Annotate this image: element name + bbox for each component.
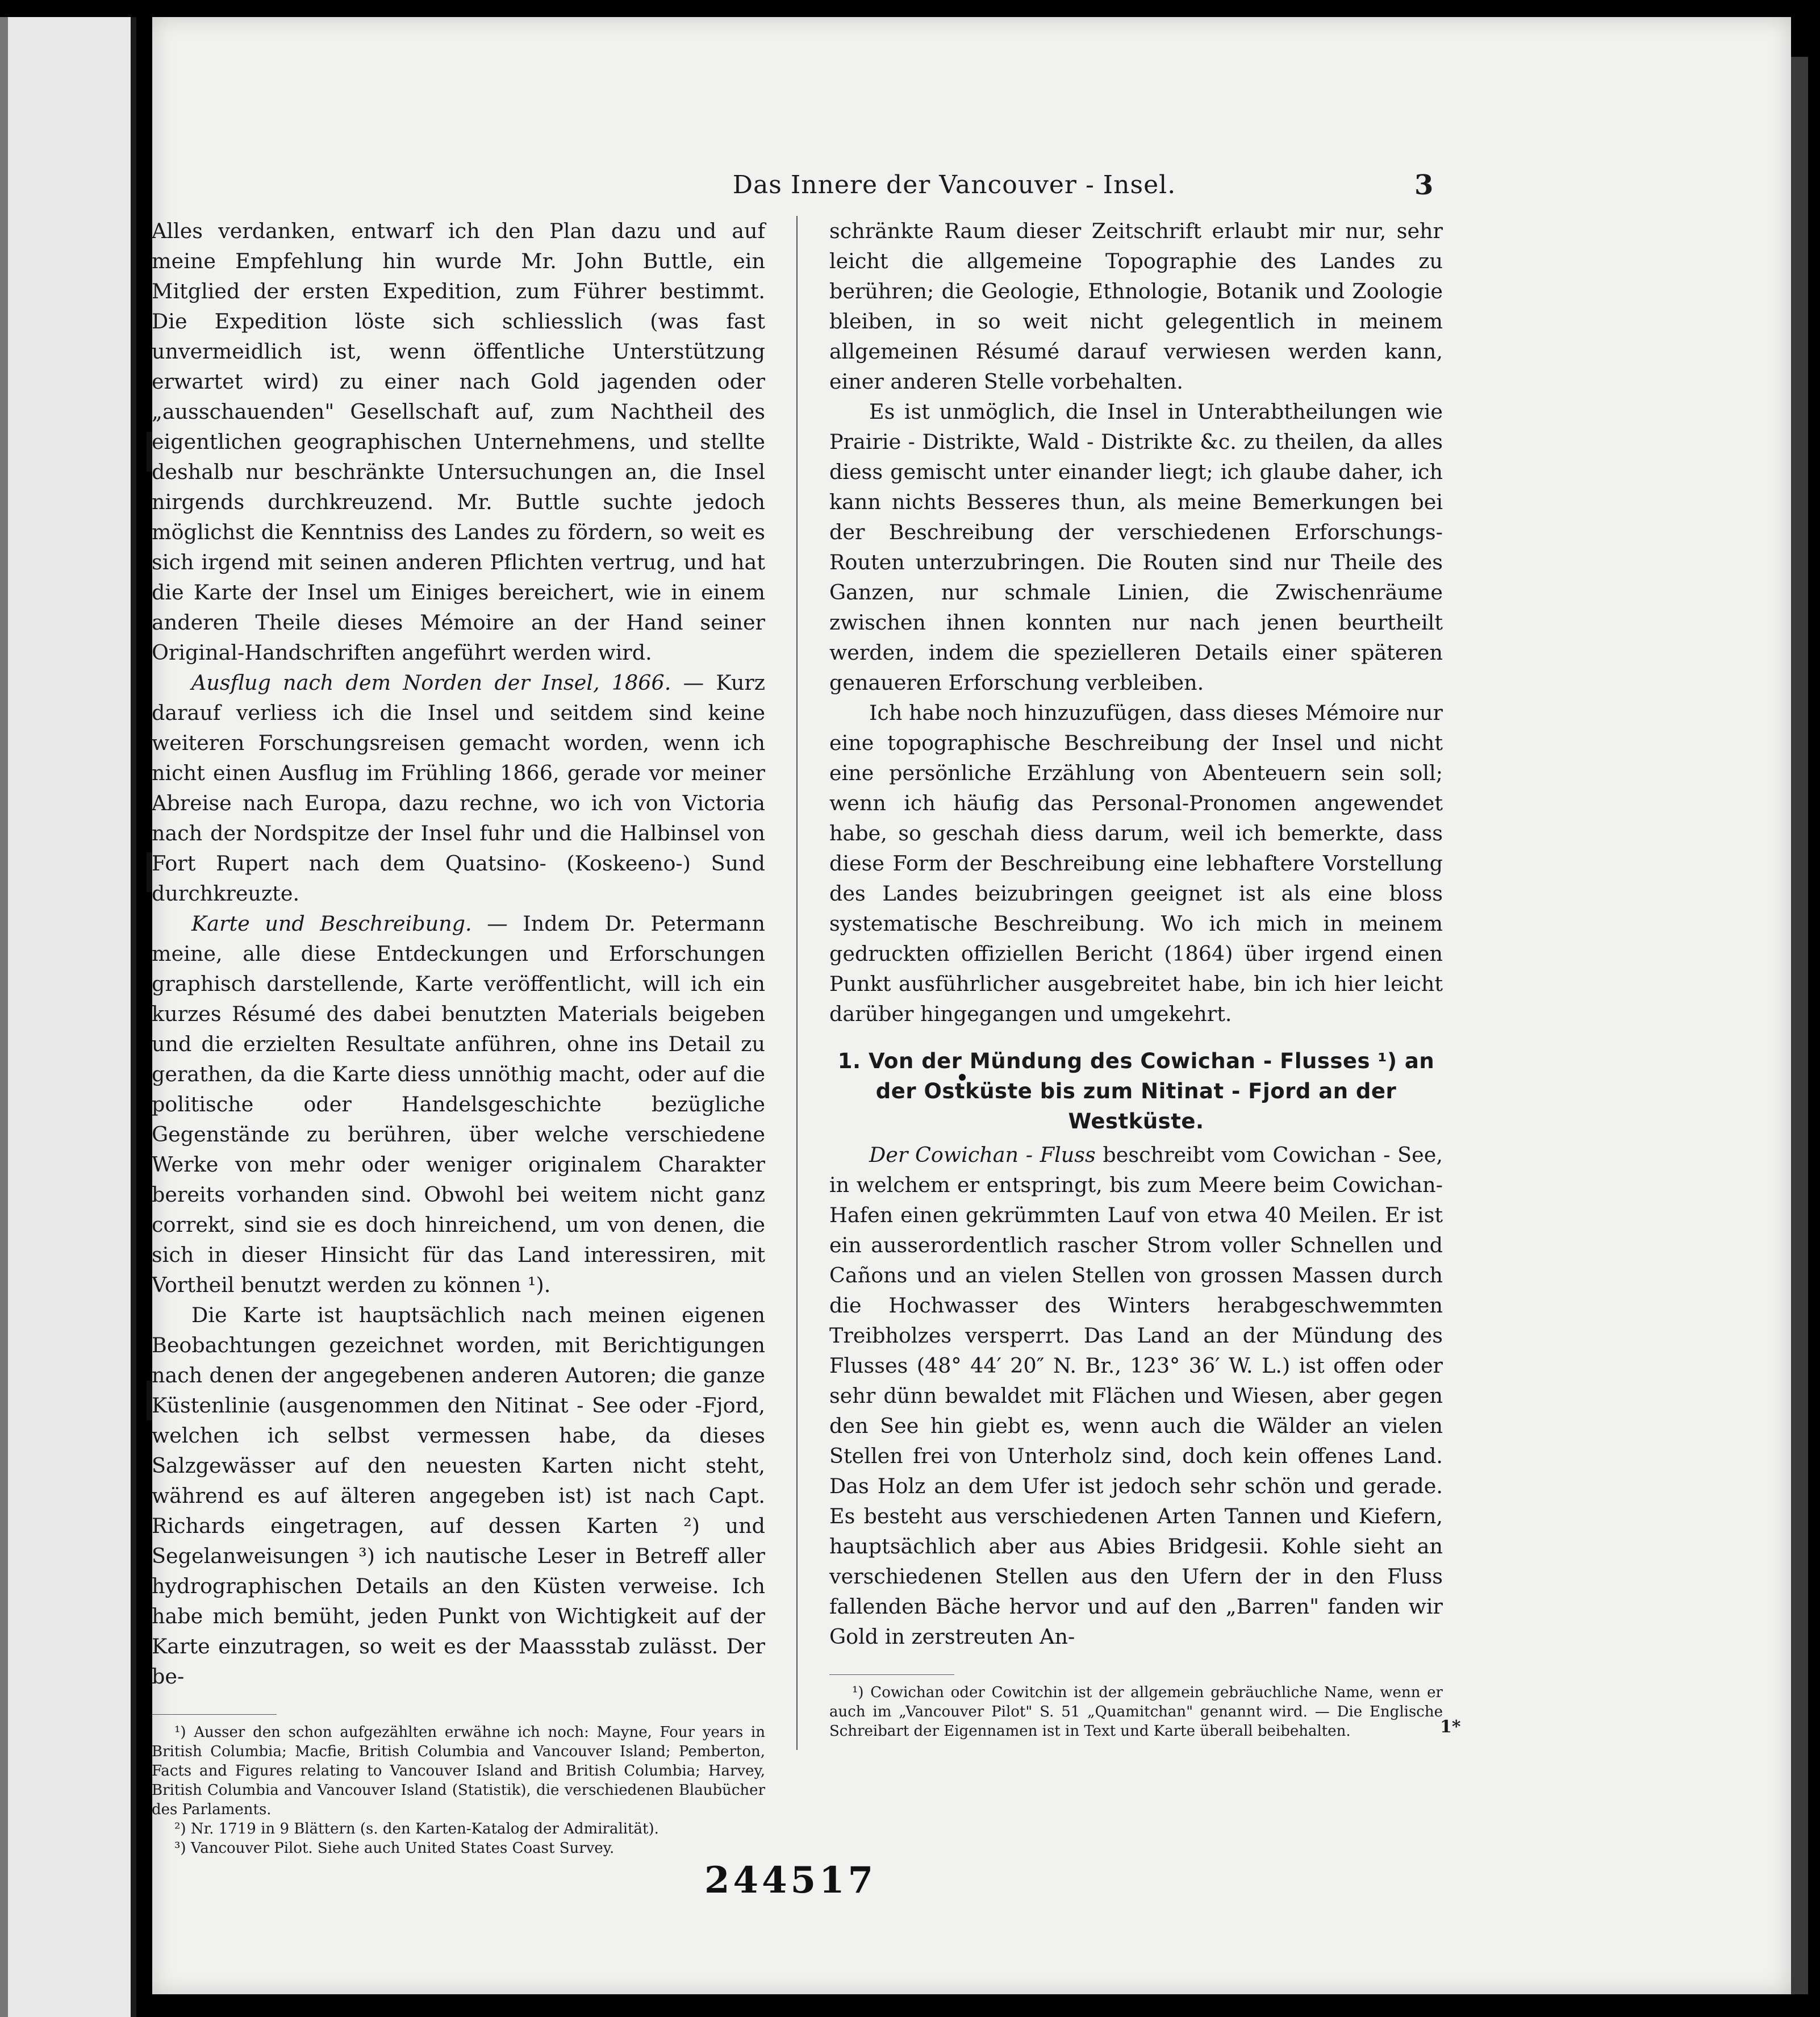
footnote-rule (829, 1674, 954, 1675)
paragraph-title: Ausflug nach dem Norden der Insel, 1866. (191, 670, 671, 695)
right-page-edge (1791, 57, 1808, 1994)
paragraph (152, 668, 765, 909)
section-heading: 1. Von der Mündung des Cowichan - Flusses ¹) an der Ostküste bis zum Nitinat - Fjord an der Westküste. (837, 1049, 1435, 1133)
left-column (152, 216, 765, 1858)
right-column (829, 216, 1443, 1741)
paragraph-text: beschreibt vom Cowichan - See, in welchem er entspringt, bis zum Meere beim Cowichan-Hafen einen gekrümmten Lauf von etwa 40 Meilen. Er ist ein ausserordentlich rascher Strom voller Schnellen und Cañons und an vielen Stellen von grossen Massen durch die Hochwasser des Winters herabgeschwemmten Treibholzes versperrt. Das Land an der Mündung des Flusses (48° 44′ 20″ N. Br., 123° 36′ W. L.) ist offen oder sehr dünn bewaldet mit Flächen und Wiesen, aber gegen den See hin giebt es, wenn auch die Wälder an vielen Stellen frei von Unterholz sind, doch kein offenes Land. Das Holz an dem Ufer ist jedoch sehr schön und gerade. Es besteht aus verschiedenen Arten Tannen und Kiefern, hauptsächlich aber aus Abies Bridgesii. Kohle sieht an verschiedenen Stellen aus den Ufern der in den Fluss fallenden Bäche hervor und auf den „Barren" fanden wir Gold in zerstreuten An- (829, 1143, 1443, 1649)
paragraph: Es ist unmöglich, die Insel in Unterabtheilungen wie Prairie - Distrikte, Wald - Distrikte &c. zu theilen, da alles diess gemischt unter einander liegt; ich glaube daher, ich kann nichts Besseres thun, als meine Bemerkungen bei der Beschreibung der verschiedenen Erforschungs-Routen unterzubringen. Die Routen sind nur Theile des Ganzen, nur schmale Linien, die Zwischenräume zwischen ihnen konnten nur nach jenen beurtheilt werden, indem die spezielleren Details einer späteren genaueren Erforschung verbleiben. (829, 399, 1443, 695)
paragraph-title: Karte und Beschreibung. (191, 911, 472, 936)
footnote: ³) Vancouver Pilot. Siehe auch United States Coast Survey. (174, 1840, 615, 1857)
running-head: Das Innere der Vancouver - Insel. (732, 170, 1176, 199)
footnote: ¹) Cowichan oder Cowitchin ist der allgemein gebräuchliche Name, wenn er auch im „Vancouver Pilot" S. 51 „Quamitchan" genannt wird. — Die Englische Schreibart der Eigennamen ist in Text und Karte überall beibehalten. (829, 1684, 1443, 1740)
left-page-fold (0, 17, 8, 2017)
footnote: ²) Nr. 1719 in 9 Blättern (s. den Karten-Katalog der Admiralität). (174, 1820, 659, 1837)
paragraph-text: — Kurz darauf verliess ich die Insel und seitdem sind keine weiteren Forschungsreisen gemacht worden, wenn ich nicht einen Ausflug im Frühling 1866, gerade vor meiner Abreise nach Europa, dazu rechne, wo ich von Victoria nach der Nordspitze der Insel fuhr und die Halbinsel von Fort Rupert nach dem Quatsino- (Koskeeno-) Sund durchkreuzte. (152, 670, 766, 906)
column-rule (796, 216, 798, 1750)
signature-mark: 1* (1440, 1717, 1461, 1737)
paragraph (829, 1140, 1443, 1652)
paragraph-text: — Indem Dr. Petermann meine, alle diese Entdeckungen und Erforschungen graphisch darstellende, Karte veröffentlicht, will ich ein kurzes Résumé des dabei benutzten Materials beigeben und die erzielten Resultate anführen, ohne ins Detail zu gerathen, da die Karte diess unnöthig macht, oder auf die politische oder Handelsgeschichte bezügliche Gegenstände zu berühren, über welche verschiedene Werke von mehr oder weniger originalem Charakter bereits vorhanden sind. Obwohl bei weitem nicht ganz correkt, sind sie es doch hinreichend, um von denen, die sich in dieser Hinsicht für das Land interessiren, mit Vortheil benutzt werden zu können ¹). (152, 911, 765, 1297)
left-page-edge (0, 17, 136, 2017)
paragraph-title: Der Cowichan - Fluss (869, 1143, 1096, 1167)
page-number: 3 (1414, 169, 1434, 201)
footnote-rule (152, 1714, 277, 1715)
paragraph: Die Karte ist hauptsächlich nach meinen eigenen Beobachtungen gezeichnet worden, mit Berichtigungen nach denen der angegebenen anderen Autoren; die ganze Küstenlinie (ausgenommen den Nitinat - See oder -Fjord, welchen ich selbst vermessen habe, da dieses Salzgewässer auf den neuesten Karten nicht steht, während es auf älteren angegeben ist) ist nach Capt. Richards eingetragen, auf dessen Karten ²) und Segelanweisungen ³) ich nautische Leser in Betreff aller hydrographischen Details an den Küsten verweise. Ich habe mich bemüht, jeden Punkt von Wichtigkeit auf der Karte einzutragen, so weit es der Maassstab zulässt. Der be- (152, 1303, 765, 1689)
paragraph: Alles verdanken, entwarf ich den Plan dazu und auf meine Empfehlung hin wurde Mr. John Buttle, ein Mitglied der ersten Expedition, zum Führer bestimmt. Die Expedition löste sich schliesslich (was fast unvermeidlich ist, wenn öffentliche Unterstützung erwartet wird) zu einer nach Gold jagenden oder „ausschauenden" Gesellschaft auf, zum Nachtheil des eigentlichen geographischen Unternehmens, und stellte deshalb nur beschränkte Untersuchungen an, die Insel nirgends durchkreuzend. Mr. Buttle suchte jedoch möglichst die Kenntniss des Landes zu fördern, so weit es sich irgend mit seinen anderen Pflichten vertrug, und hat die Karte der Insel um Einiges bereichert, wie in einem anderen Theile dieses Mémoire an der Hand seiner Original-Handschriften angeführt werden wird. (152, 219, 765, 665)
footnotes (152, 1723, 765, 1858)
library-stamp-number: 244517 (704, 1859, 877, 1902)
paragraph (152, 909, 765, 1300)
footnotes (829, 1683, 1443, 1741)
gutter-shadow (131, 17, 136, 2017)
paragraph: Ich habe noch hinzuzufügen, dass dieses Mémoire nur eine topographische Beschreibung der Insel und nicht eine persönliche Erzählung von Abenteuern sein soll; wenn ich häufig das Personal-Pronomen angewendet habe, so geschah diess darum, weil ich bemerkte, dass diese Form der Beschreibung eine lebhaftere Vorstellung des Landes beizubringen geeignet ist als eine bloss systematische Beschreibung. Wo ich mich in meinem gedruckten offiziellen Bericht (1864) über irgend einen Punkt ausführlicher ausgebreitet habe, bin ich hier leicht darüber hingegangen und umgekehrt. (829, 701, 1443, 1026)
paragraph: schränkte Raum dieser Zeitschrift erlaubt mir nur, sehr leicht die allgemeine Topographie des Landes zu berühren; die Geologie, Ethnologie, Botanik und Zoologie bleiben, in so weit nicht gelegentlich in meinem allgemeinen Résumé darauf verwiesen werden kann, einer anderen Stelle vorbehalten. (829, 219, 1443, 394)
footnote: ¹) Ausser den schon aufgezählten erwähne ich noch: Mayne, Four years in British Columbia; Macfie, British Columbia and Vancouver Island; Pemberton, Facts and Figures relating to Vancouver Island and British Columbia; Harvey, British Columbia and Vancouver Island (Statistik), die verschiedenen Blaubücher des Parlaments. (152, 1724, 765, 1818)
